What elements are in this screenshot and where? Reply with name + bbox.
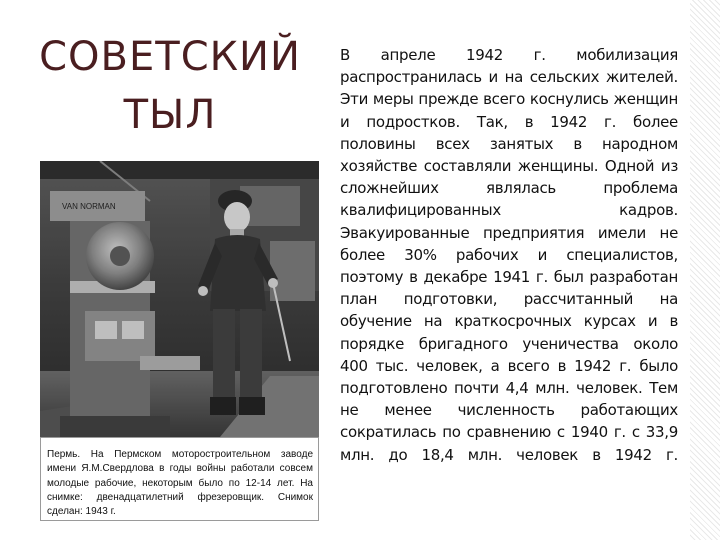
title-line-1: СОВЕТСКИЙ (39, 34, 301, 80)
photo-illustration (40, 161, 319, 437)
historical-photo (40, 161, 319, 437)
main-text: В апреле 1942 г. мобилизация распространилась и на сельских жителей. Эти меры прежде всего коснулись женщин и подростков. Так, в 1942 г. более половины всех занятых в народном хозяйстве составляли женщины. Одной из сложнейших являлась проблема квалифицированных кадров. Эвакуированные предприятия имели не более 30% рабочих и специалистов, поэтому в декабре 1941 г. был разработан план подготовки, рассчитанный на обучение на краткосрочных курсах и в порядке бригадного ученичества около 400 тыс. человек, а всего в 1942 г. было подготовлено почти 4,4 млн. человек. Тем не менее численность работающих сократилась по сравнению с 1940 г. с 33,9 млн. до 18,4 млн. человек в 1942 г. (340, 46, 678, 464)
title-line-2: ТЫЛ (123, 92, 217, 138)
decorative-border (690, 0, 720, 540)
slide-title (20, 28, 320, 144)
machine-plate: VAN NORMAN (62, 202, 116, 211)
photo-caption: Пермь. На Пермском моторостроительном заводе имени Я.М.Свердлова в годы войны работали совсем молодые рабочие, некоторым было по 12-14 лет. На снимке: двенадцатилетний фрезеровщик. Снимок сделан: 1943 г. (40, 437, 319, 521)
